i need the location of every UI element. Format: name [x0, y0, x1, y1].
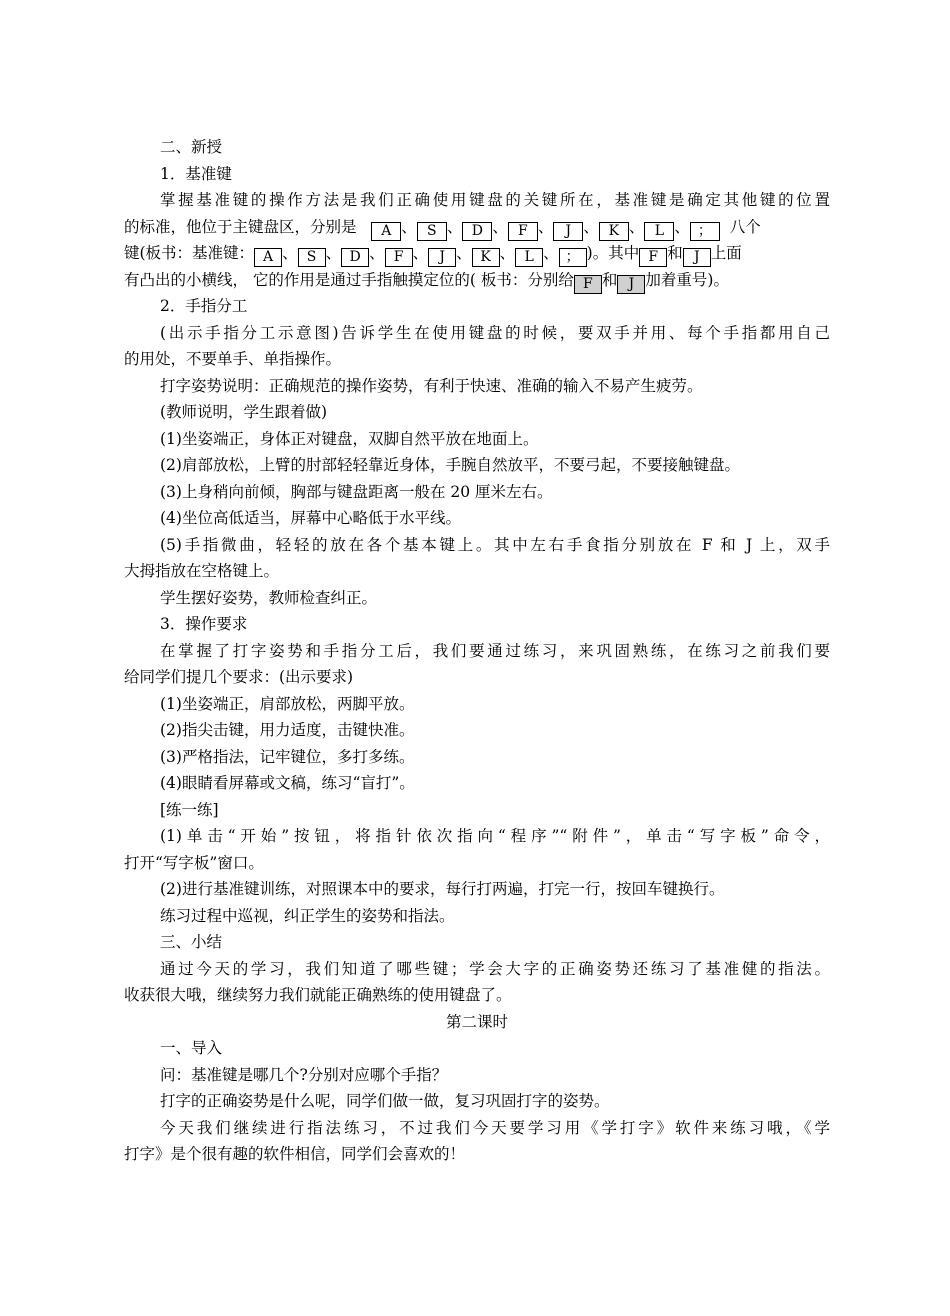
list-item: (1)坐姿端正，肩部放松，两脚平放。 [160, 694, 415, 713]
paragraph-line: 打字》是个很有趣的软件相信，同学们会喜欢的！ [124, 1145, 466, 1163]
key-box-f: F [385, 248, 413, 267]
key-box-d: D [341, 248, 369, 267]
separator: 、 [628, 217, 645, 236]
section-heading-summary: 三、小结 [160, 933, 223, 951]
list-item: (1)单击“开始”按钮，将指针依次指向“程序”“附件”，单击“写字板”命令， [160, 827, 830, 845]
text-segment: 和 [667, 244, 683, 262]
key-box-f: F [639, 248, 667, 267]
paragraph-line: 打字姿势说明：正确规范的操作姿势，有利于快速、准确的输入不易产生疲劳。 [160, 376, 703, 395]
paragraph-line: 在掌握了打字姿势和手指分工后，我们要通过练习，来巩固熟练，在练习之前我们要 [160, 641, 830, 660]
list-item: (3)严格指法，记牢键位，多打多练。 [160, 747, 415, 766]
list-item: (5)手指微曲，轻轻的放在各个基本键上。其中左右手食指分别放在 F 和 J 上，双手 [160, 535, 830, 554]
list-item: (4)眼睛看屏幕或文稿，练习“盲打”。 [160, 774, 415, 792]
key-box-l: L [515, 248, 543, 267]
paragraph-line: 打字的正确姿势是什么呢，同学们做一做，复习巩固打字的姿势。 [160, 1092, 610, 1110]
list-item: (2)进行基准键训练，对照课本中的要求，每行打两遍，打完一行，按回车键换行。 [160, 880, 725, 898]
section-heading-new: 二、新授 [160, 138, 223, 156]
key-box-a: A [371, 222, 401, 241]
document-page [124, 134, 830, 1168]
heading-home-keys: 1．基准键 [160, 164, 232, 183]
key-box-k: K [472, 248, 500, 267]
key-box-j: J [683, 248, 711, 267]
paragraph-line-keys [124, 214, 830, 241]
separator: 、 [282, 244, 298, 262]
separator: 、 [543, 244, 559, 262]
list-item: (2)指尖击键，用力适度，击键快准。 [160, 721, 415, 739]
section-heading-intro: 一、导入 [160, 1039, 223, 1057]
text-segment: 和 [601, 270, 618, 289]
text-segment: 上面 [710, 244, 742, 262]
separator: 、 [537, 217, 554, 236]
list-item: (4)坐位高低适当，屏幕中心略低于水平线。 [160, 509, 461, 527]
separator: 、 [456, 244, 472, 262]
paragraph-line: 收获很大哦，继续努力我们就能正确熟练的使用键盘了。 [124, 986, 512, 1004]
lesson-title: 第二课时 [445, 1012, 508, 1031]
key-box-a: A [254, 248, 282, 267]
text-segment: 加着重号)。 [645, 270, 729, 289]
key-box-j: J [553, 222, 583, 241]
separator: 、 [369, 244, 385, 262]
heading-finger-division: 2．手指分工 [160, 297, 248, 315]
key-box-j: J [428, 248, 456, 267]
list-item: (3)上身稍向前倾，胸部与键盘距离一般在 20 厘米左右。 [160, 482, 553, 501]
paragraph-line: (出示手指分工示意图)告诉学生在使用键盘的时候，要双手并用、每个手指都用自己 [160, 323, 830, 342]
paragraph-line: 学生摆好姿势，教师检查纠正。 [160, 588, 378, 607]
separator: 、 [583, 217, 599, 236]
paragraph-line: 的用处，不要单手、单指操作。 [124, 350, 342, 368]
separator: 、 [499, 244, 516, 262]
separator: 、 [325, 244, 342, 262]
separator: 、 [446, 217, 463, 236]
paragraph-line: 掌握基准键的操作方法是我们正确使用键盘的关键所在，基准键是确定其他键的位置 [160, 191, 830, 209]
paragraph-line: 问：基准键是哪几个?分别对应哪个手指？ [160, 1065, 448, 1084]
separator: 、 [492, 217, 508, 236]
separator: 、 [674, 217, 690, 236]
list-item-continued: 大拇指放在空格键上。 [124, 562, 280, 580]
separator: 、 [401, 217, 417, 236]
heading-operation-requirements: 3．操作要求 [160, 615, 248, 633]
paragraph-line: 通过今天的学习，我们知道了哪些键；学会大字的正确姿势还练习了基准健的指法。 [160, 959, 830, 978]
paragraph-line: (教师说明，学生跟着做) [160, 403, 328, 421]
list-item-continued: 打开“写字板”窗口。 [124, 853, 264, 872]
key-box-k: K [599, 222, 629, 241]
separator: 、 [412, 244, 429, 262]
key-box-f: F [508, 222, 538, 241]
paragraph-line: 今天我们继续进行指法练习，不过我们今天要学习用《学打字》软件来练习哦，《学 [160, 1118, 830, 1137]
paragraph-line-board-keys [124, 240, 830, 267]
key-box-f-emphasized: F [574, 275, 602, 294]
list-item: (2)肩部放松，上臂的肘部轻轻靠近身体，手腕自然放平，不要弓起，不要接触键盘。 [160, 456, 740, 474]
text-segment: 的标准，他位于主键盘区，分别是 [124, 217, 357, 236]
key-box-d: D [462, 222, 492, 241]
text-segment: 八个 [729, 217, 761, 236]
key-box-l: L [644, 222, 674, 241]
key-box-j-emphasized: J [617, 275, 645, 294]
key-box-semicolon: ； [690, 222, 720, 241]
list-item: (1)坐姿端正，身体正对键盘，双脚自然平放在地面上。 [160, 429, 539, 448]
key-box-s: S [298, 248, 326, 267]
text-segment: 有凸出的小横线， 它的作用是通过手指触摸定位的( 板书：分别给 [124, 270, 574, 289]
paragraph-line-emphasis [124, 267, 830, 294]
text-segment: )。其中 [586, 244, 640, 262]
paragraph-line: 给同学们提几个要求：(出示要求) [124, 668, 354, 686]
paragraph-line: 练习过程中巡视，纠正学生的姿势和指法。 [160, 906, 455, 925]
key-box-semicolon: ； [559, 248, 587, 267]
key-box-s: S [417, 222, 447, 241]
practice-heading: [练一练] [160, 800, 219, 819]
text-segment: 键(板书：基准键： [124, 244, 255, 262]
